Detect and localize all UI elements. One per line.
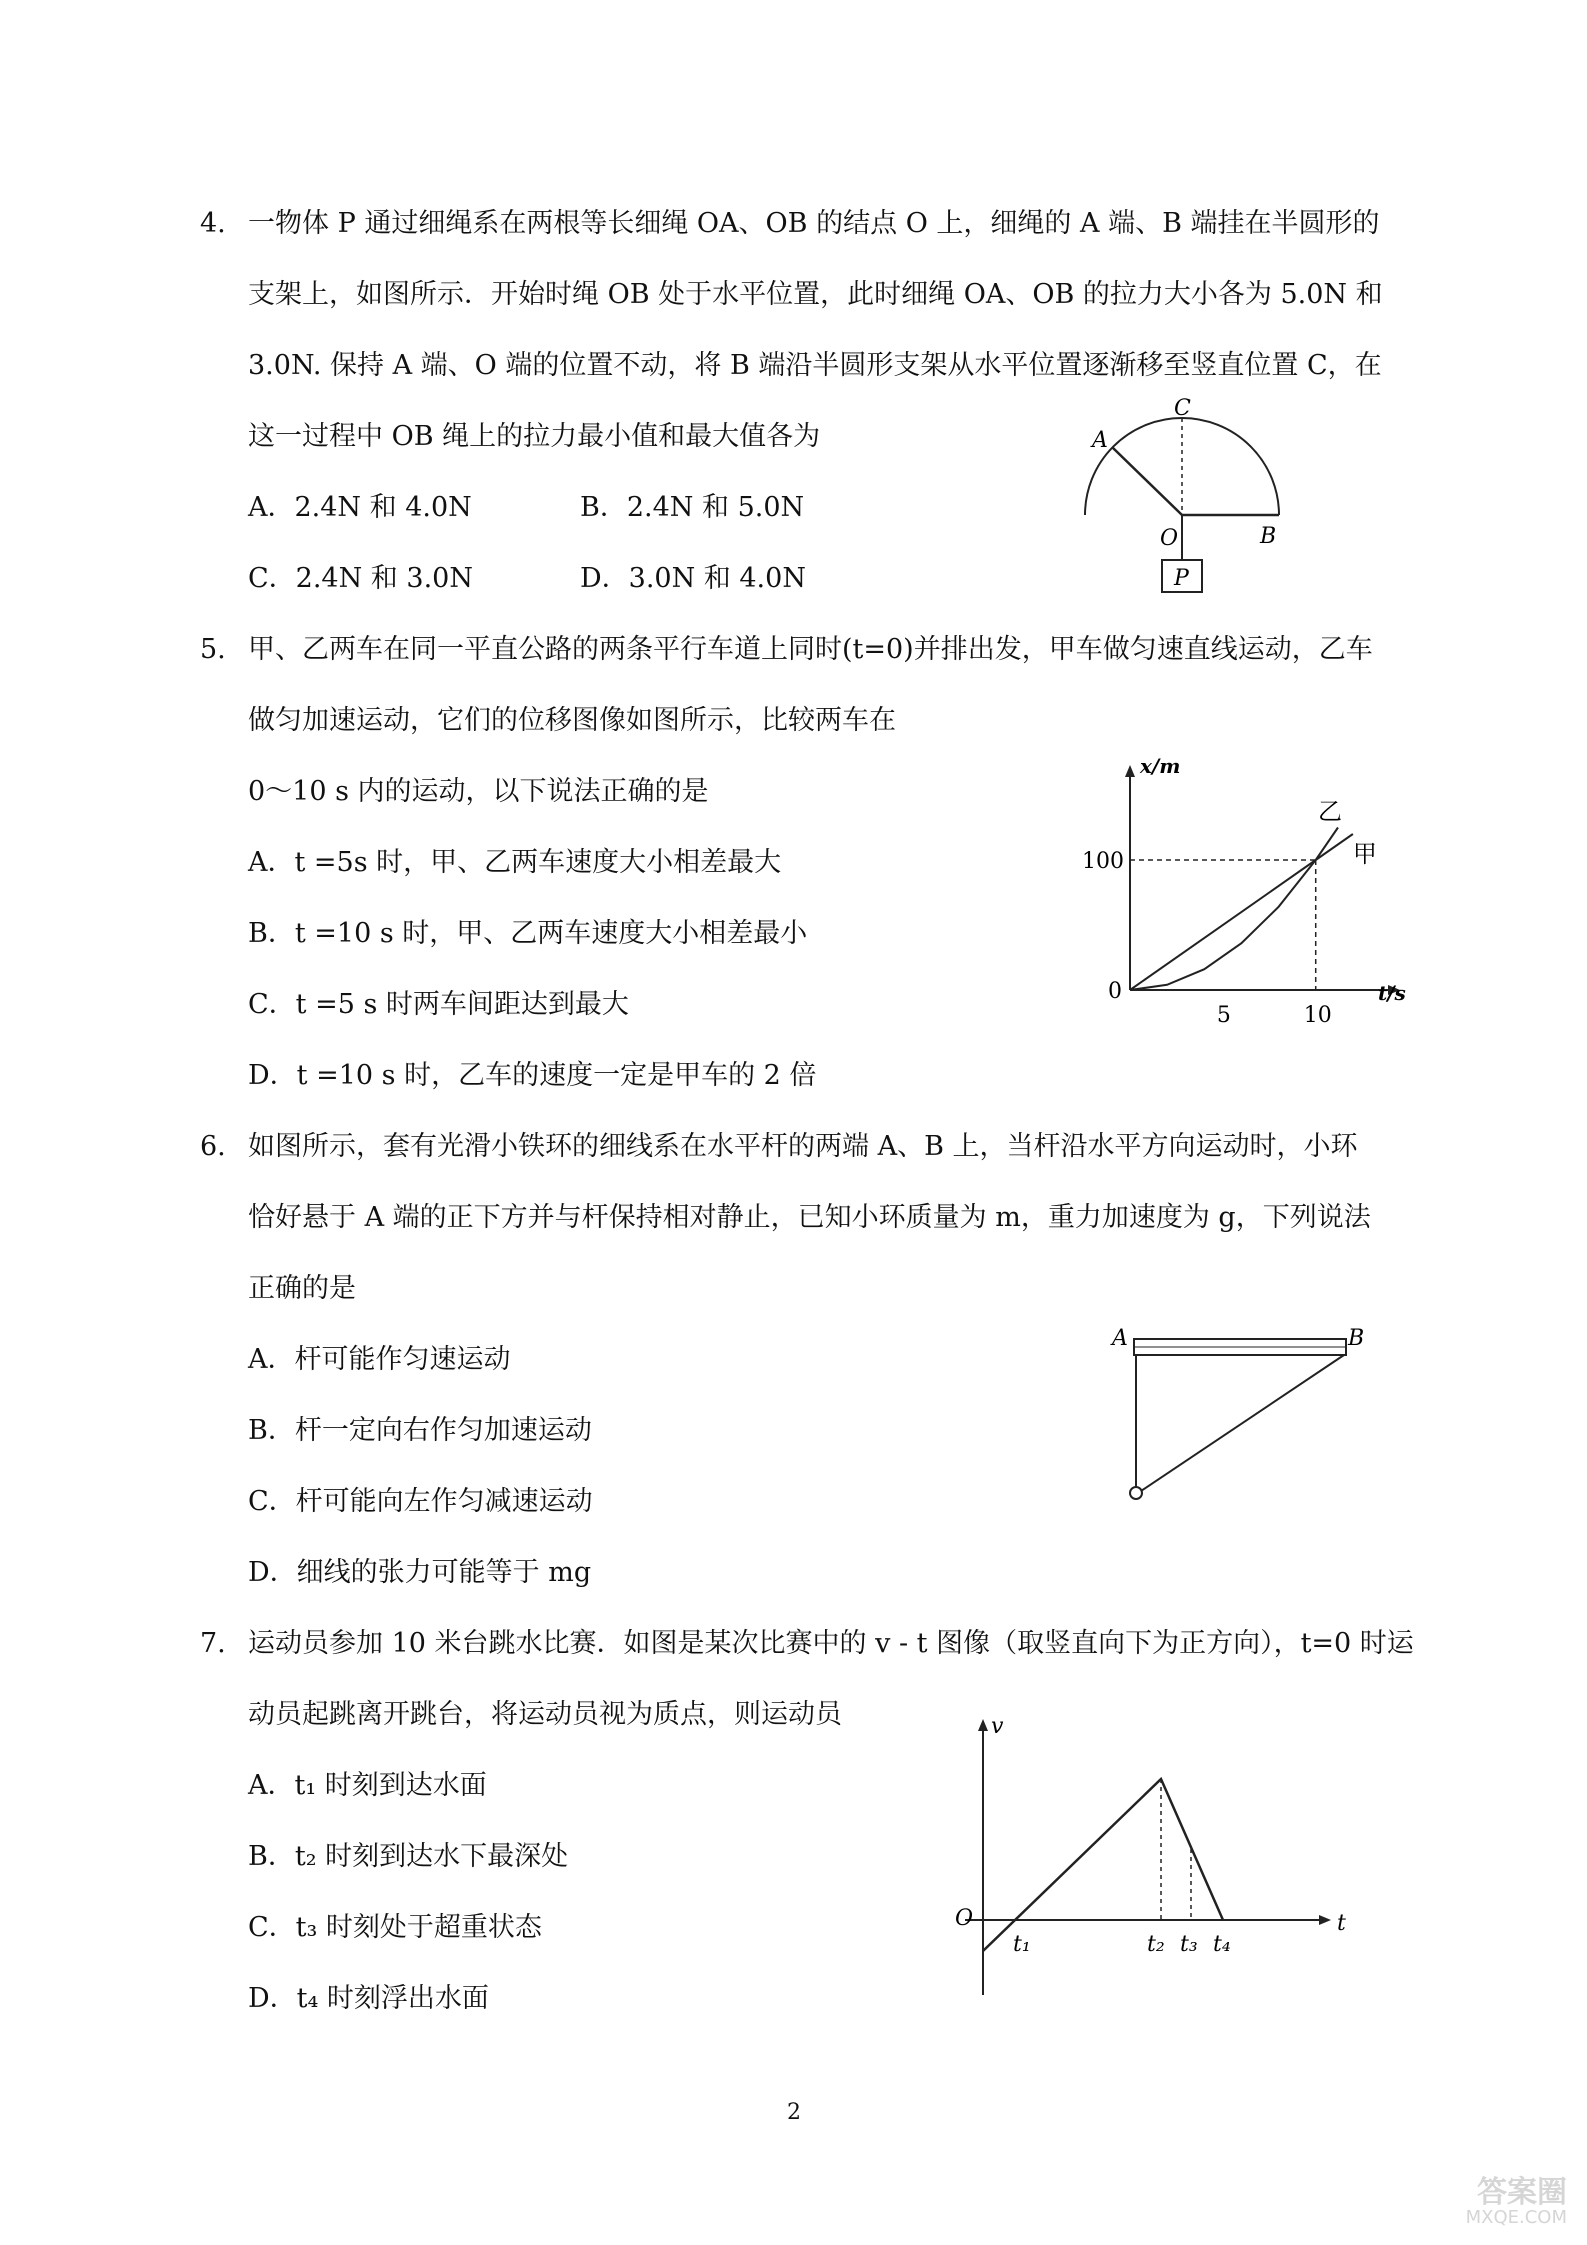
q4-line-2: 支架上，如图所示．开始时绳 OB 处于水平位置，此时细绳 OA、OB 的拉力大小各为 5.0N 和 <box>248 279 1383 310</box>
q4-line-3: 3.0N. 保持 A 端、O 端的位置不动，将 B 端沿半圆形支架从水平位置逐渐移至竖直位置 C，在 <box>248 350 1382 381</box>
q4-line-1: 一物体 P 通过细绳系在两根等长细绳 OA、OB 的结点 O 上，细绳的 A 端、B 端挂在半圆形的 <box>248 208 1380 239</box>
q4-label-a: A <box>1092 428 1108 453</box>
q4-label-b: B <box>1260 524 1277 549</box>
q7-option-c: C．t₃ 时刻处于超重状态 <box>248 1912 542 1943</box>
q7-number: 7. <box>200 1628 226 1659</box>
q7-t-axis-arrow <box>1319 1915 1331 1925</box>
q5-line-3: 0～10 s 内的运动，以下说法正确的是 <box>248 776 709 807</box>
q5-y-tick-label: 100 <box>1082 849 1124 874</box>
q6-option-a: A．杆可能作匀速运动 <box>248 1344 511 1375</box>
q4-line-4: 这一过程中 OB 绳上的拉力最小值和最大值各为 <box>248 421 821 452</box>
q5-series-line-1 <box>1130 834 1353 990</box>
q4-option-b: B．2.4N 和 5.0N <box>580 492 805 523</box>
q6-line-2: 恰好悬于 A 端的正下方并与杆保持相对静止，已知小环质量为 m，重力加速度为 g，下列说法 <box>248 1202 1371 1233</box>
q5-option-b: B．t =10 s 时，甲、乙两车速度大小相差最小 <box>248 918 808 949</box>
q7-vt-line <box>983 1779 1223 1951</box>
watermark-logo <box>1391 2167 1571 2237</box>
q5-y-axis-label: x/m <box>1140 754 1181 778</box>
q7-label-o: O <box>955 1906 974 1931</box>
q5-y-axis-arrow <box>1125 765 1135 777</box>
q4-option-a: A．2.4N 和 4.0N <box>248 492 472 523</box>
q4-label-o: O <box>1160 526 1179 551</box>
q4-figure <box>1070 395 1290 605</box>
q5-series-label-1: 甲 <box>1352 840 1377 868</box>
q5-number: 5. <box>200 634 226 665</box>
q7-option-d: D．t₄ 时刻浮出水面 <box>248 1983 489 2014</box>
q7-label-v: v <box>991 1714 1004 1739</box>
q4-rope-oa <box>1112 447 1182 515</box>
q4-number: 4. <box>200 208 226 239</box>
q5-xt-chart <box>1080 755 1410 1030</box>
q6-number: 6. <box>200 1131 226 1162</box>
q6-option-b: B．杆一定向右作匀加速运动 <box>248 1415 592 1446</box>
q5-x-tick-label-2: 10 <box>1303 1003 1332 1028</box>
q5-x-tick-label-1: 5 <box>1216 1003 1231 1028</box>
q5-x-axis-label: t/s <box>1378 981 1406 1005</box>
q4-label-c: C <box>1174 396 1191 421</box>
q6-figure <box>1108 1325 1378 1515</box>
q6-line-1: 如图所示，套有光滑小铁环的细线系在水平杆的两端 A、B 上，当杆沿水平方向运动时，小环 <box>248 1131 1358 1162</box>
q7-vt-figure <box>955 1715 1355 2015</box>
q5-line-1: 甲、乙两车在同一平直公路的两条平行车道上同时(t=0)并排出发，甲车做匀速直线运动，乙车 <box>248 634 1373 665</box>
watermark-top-text: 答案圈 <box>1477 2175 1567 2210</box>
q7-line-2: 动员起跳离开跳台，将运动员视为质点，则运动员 <box>248 1699 842 1730</box>
q7-line-1: 运动员参加 10 米台跳水比赛．如图是某次比赛中的 v - t 图像（取竖直向下为正方向），t=0 时运 <box>248 1628 1414 1659</box>
q5-axes <box>1125 765 1400 995</box>
q5-series <box>1130 828 1353 991</box>
q6-option-c: C．杆可能向左作匀减速运动 <box>248 1486 593 1517</box>
q7-v-axis-arrow <box>978 1719 988 1731</box>
watermark-bottom-text: MXQE.COM <box>1465 2207 1567 2228</box>
q6-label-a: A <box>1112 1326 1128 1351</box>
q6-label-b: B <box>1348 1326 1365 1351</box>
q6-string-diagonal <box>1138 1355 1344 1493</box>
q5-option-d: D．t =10 s 时，乙车的速度一定是甲车的 2 倍 <box>248 1060 817 1091</box>
q5-series-label-2: 乙 <box>1318 797 1342 826</box>
q4-option-d: D．3.0N 和 4.0N <box>580 563 806 594</box>
q5-option-a: A．t =5s 时，甲、乙两车速度大小相差最大 <box>248 847 782 878</box>
q7-label-t1: t₁ <box>1013 1932 1031 1957</box>
q7-label-t4: t₄ <box>1213 1932 1231 1957</box>
q5-line-2: 做匀加速运动，它们的位移图像如图所示，比较两车在 <box>248 705 896 736</box>
q5-origin-label: 0 <box>1108 979 1122 1004</box>
q5-option-c: C．t =5 s 时两车间距达到最大 <box>248 989 629 1020</box>
q7-label-t2: t₂ <box>1147 1932 1165 1957</box>
q6-line-3: 正确的是 <box>248 1273 356 1304</box>
q6-option-d: D．细线的张力可能等于 mg <box>248 1557 592 1588</box>
q7-option-a: A．t₁ 时刻到达水面 <box>248 1770 487 1801</box>
q4-option-c: C．2.4N 和 3.0N <box>248 563 473 594</box>
q7-label-t3: t₃ <box>1180 1932 1198 1957</box>
q4-label-p: P <box>1174 566 1189 591</box>
page-number: 2 <box>787 2100 801 2125</box>
q7-label-t: t <box>1337 1911 1346 1936</box>
q6-iron-ring <box>1130 1487 1142 1499</box>
q5-series-line-2 <box>1130 828 1338 991</box>
q7-option-b: B．t₂ 时刻到达水下最深处 <box>248 1841 569 1872</box>
